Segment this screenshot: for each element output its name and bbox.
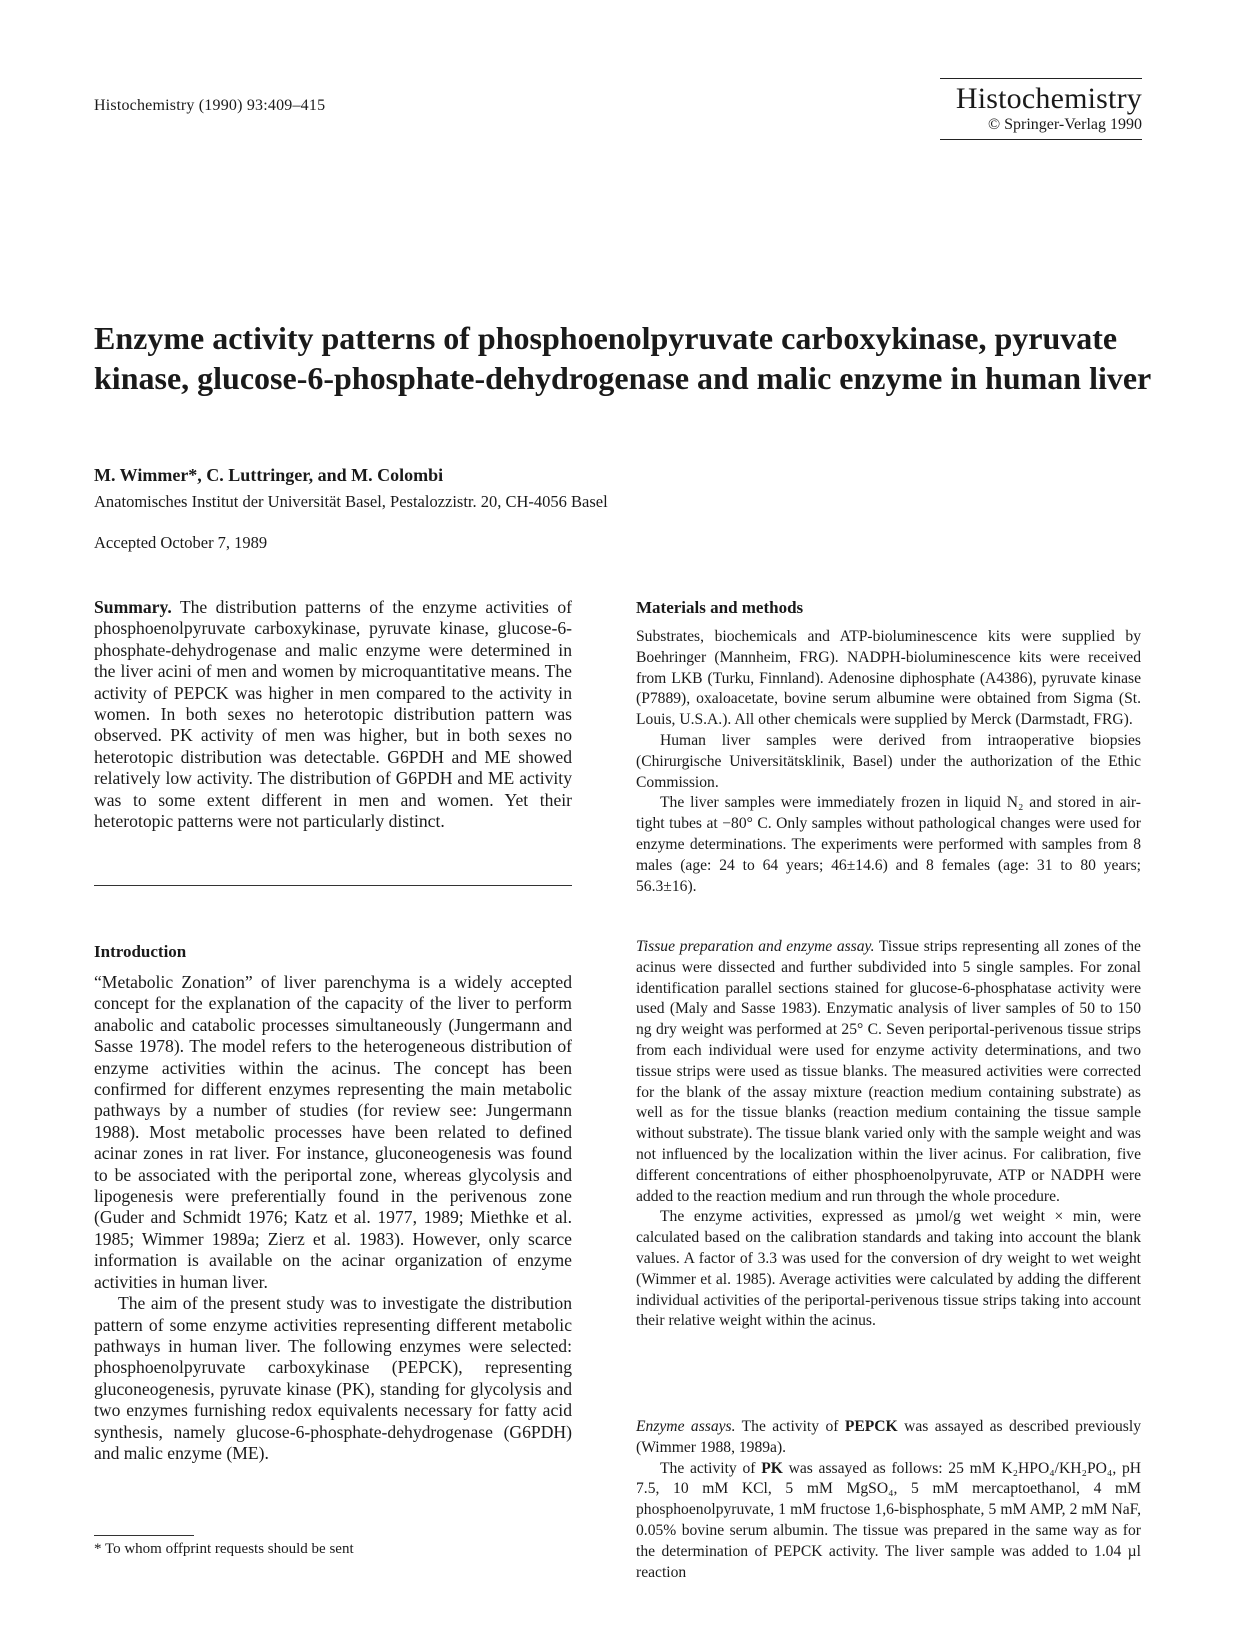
footnote-divider bbox=[94, 1535, 194, 1536]
article-authors: M. Wimmer*, C. Luttringer, and M. Colombi bbox=[94, 465, 444, 485]
materials-paragraph-1: Substrates, biochemicals and ATP-bioluminescence kits were supplied by Boehringer (Mannheim, FRG). NADPH-bioluminescence kits were received from LKB (Turku, Finnland). Adenosine diphosphate (A4386), pyruvate kinase (P7889), oxaloacetate, bovine serum albumine were obtained from Sigma (St. Louis, U.S.A.). All other chemicals were supplied by Merck (Darmstadt, FRG). bbox=[636, 628, 1141, 729]
journal-name: Histochemistry bbox=[955, 82, 1142, 115]
tissue-preparation-section bbox=[636, 937, 1141, 1332]
introduction-heading: Introduction bbox=[94, 942, 187, 961]
tissue-paragraph-1: Tissue strips representing all zones of the acinus were dissected and further subdivided into 5 single samples. For zonal identification parallel sections stained for glucose-6-phosphatase activity were used (Maly and Sasse 1983). Enzymatic analysis of liver samples of 50 to 150 ng dry weight was performed at 25° C. Seven periportal-perivenous tissue strips from each individual were used for enzyme activity determinations, and two tissue strips were used as tissue blanks. The measured activities were corrected for the blank of the assay mixture (reaction medium containing substrate) as well as for the tissue blanks (reaction medium containing the tissue sample without substrate). The tissue blank varied only with the sample weight and was not influenced by the localization within the liver acinus. For calibration, five different concentrations of either phosphoenolpyruvate, ATP or NADPH were added to the reaction medium and run through the whole procedure. bbox=[636, 938, 1141, 1205]
materials-section bbox=[636, 627, 1141, 897]
tissue-paragraph-2: The enzyme activities, expressed as µmol/g wet weight × min, were calculated based on the calibration standards and taking into account the blank values. A factor of 3.3 was used for the conversion of dry weight to wet weight (Wimmer et al. 1985). Average activities were calculated by adding the different individual activities of the periportal-perivenous tissue strips taking into account their relative weight within the acinus. bbox=[636, 1208, 1141, 1330]
section-divider bbox=[94, 885, 572, 886]
pk-term: PK bbox=[761, 1459, 783, 1477]
assays-text: was assayed as described previously (Wimmer 1988, 1989a). bbox=[636, 1418, 1141, 1456]
author-affiliation: Anatomisches Institut der Universität Basel, Pestalozzistr. 20, CH-4056 Basel bbox=[94, 492, 608, 511]
materials-paragraph-3: The liver samples were immediately frozen in liquid N₂ and stored in air-tight tubes at −80° C. Only samples without pathological changes were used for enzyme determinations. The experiments were performed with samples from 8 males (age: 24 to 64 years; 46±14.6) and 8 females (age: 31 to 80 years; 56.3±16). bbox=[636, 794, 1141, 895]
assays-label: Enzyme assays. bbox=[636, 1418, 736, 1435]
pk-protocol: was assayed as follows: 25 mM K₂HPO₄/KH₂PO₄, pH 7.5, 10 mM KCl, 5 mM MgSO₄, 5 mM mercaptoethanol, 4 mM phosphoenolpyruvate, 1 mM fructose 1,6-bisphosphate, 5 mM AMP, 2 mM NaF, 0.05% bovine serum albumin. The tissue was prepared in the same way as for the determination of PEPCK activity. The liver sample was added to 1.04 µl reaction bbox=[636, 1459, 1142, 1581]
summary-section bbox=[94, 597, 572, 832]
materials-heading: Materials and methods bbox=[636, 598, 804, 617]
footnote: * To whom offprint requests should be sent bbox=[94, 1541, 354, 1557]
introduction-section bbox=[94, 972, 572, 1464]
summary-label: Summary. bbox=[94, 597, 172, 617]
tissue-label: Tissue preparation and enzyme assay. bbox=[636, 938, 875, 955]
materials-paragraph-2: Human liver samples were derived from intraoperative biopsies (Chirurgische Universitätsklinik, Basel) under the authorization of the Ethic Commission. bbox=[636, 731, 1141, 791]
summary-text: The distribution patterns of the enzyme activities of phosphoenolpyruvate carboxykinase, pyruvate kinase, glucose-6-phosphate-dehydrogenase and malic enzyme were determined in the liver acini of men and women by microquantitative means. The activity of PEPCK was higher in men compared to the activity in women. In both sexes no heterotopic distribution pattern was observed. PK activity of men was higher, but in both sexes no heterotopic distribution was detectable. G6PDH and ME showed relatively low activity. The distribution of G6PDH and ME activity was to some extent different in men and women. Yet their heterotopic patterns were not particularly distinct. bbox=[94, 597, 572, 832]
publisher-copyright: © Springer-Verlag 1990 bbox=[987, 116, 1142, 133]
introduction-paragraph-2: The aim of the present study was to investigate the distribution pattern of some enzyme activities representing different metabolic pathways in human liver. The following enzymes were selected: phosphoenolpyruvate carboxykinase (PEPCK), representing gluconeogenesis, pyruvate kinase (PK), standing for glycolysis and two enzymes furnishing redox equivalents necessary for fatty acid synthesis, namely glucose-6-phosphate-dehydrogenase (G6PDH) and malic enzyme (ME). bbox=[94, 1293, 572, 1463]
journal-citation: Histochemistry (1990) 93:409–415 bbox=[94, 97, 326, 114]
pepck-term: PEPCK bbox=[844, 1418, 898, 1435]
pk-intro: The activity of bbox=[660, 1459, 756, 1477]
assays-text: The activity of bbox=[741, 1418, 839, 1435]
enzyme-assays-section bbox=[636, 1417, 1141, 1583]
journal-masthead bbox=[940, 78, 1142, 140]
accepted-date: Accepted October 7, 1989 bbox=[94, 533, 268, 552]
article-title: Enzyme activity patterns of phosphoenolpyruvate carboxykinase, pyruvate kinase, glucose-6-phosphate-dehydrogenase and malic enzyme in human liver bbox=[94, 320, 1152, 396]
introduction-paragraph-1: “Metabolic Zonation” of liver parenchyma is a widely accepted concept for the explanation of the capacity of the liver to perform anabolic and catabolic processes simultaneously (Jungermann and Sasse 1978). The model refers to the heterogeneous distribution of enzyme activities within the acinus. The concept has been confirmed for different enzymes representing the main metabolic pathways by a number of studies (for review see: Jungermann 1988). Most metabolic processes have been related to defined acinar zones in rat liver. For instance, gluconeogenesis was found to be associated with the periportal zone, whereas glycolysis and lipogenesis were preferentially found in the perivenous zone (Guder and Schmidt 1976; Katz et al. 1977, 1989; Miethke et al. 1985; Wimmer 1989a; Zierz et al. 1983). However, only scarce information is available on the acinar organization of enzyme activities in human liver. bbox=[94, 972, 572, 1292]
